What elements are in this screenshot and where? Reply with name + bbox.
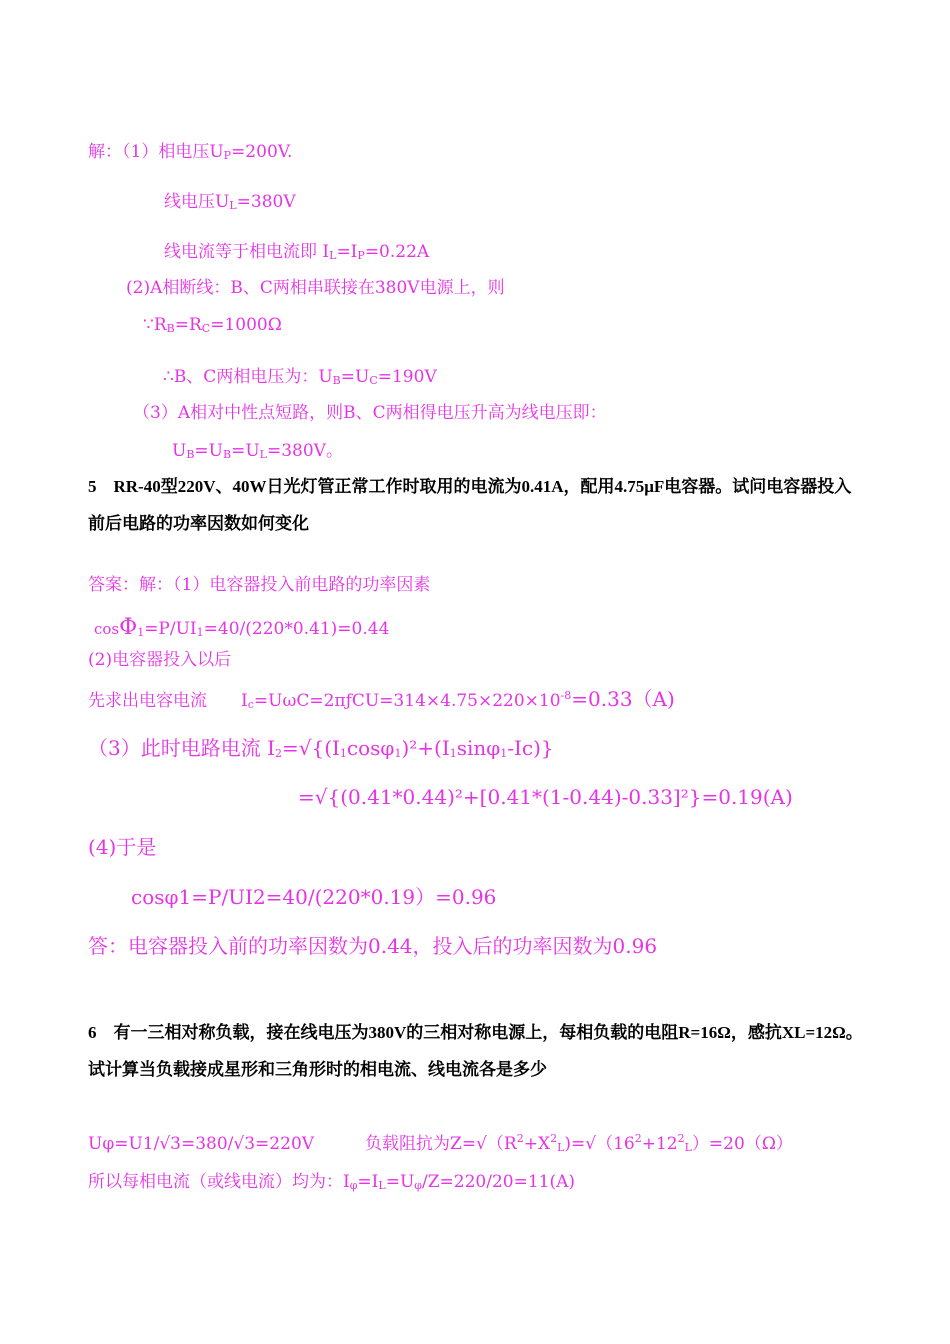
question-6: 6 有一三相对称负载，接在线电压为380V的三相对称电源上，每相负载的电阻R=16Ω，感抗XL=12Ω。试计算当负载接成星形和三角形时的相电流、线电流各是多少 — [88, 1023, 863, 1079]
answer5-capacitor-current: 先求出电容电流 $I_c=U\omega C=2\pi ƒCU=314\times 4.75\times 220\times 10^{-8}=0.33(A)$ — [88, 687, 675, 711]
answer5-cos-before: $\cos\Phi_1=P/UI_1=40/(220*0.41)=0.44$ — [94, 615, 390, 640]
answer6-impedance: Uφ=U1/√3=380/√3=220V 负载阻抗为$Z=√(R^2+X^2_L)=√(16^2+12^2_L)=20(\Omega)$ — [88, 1132, 793, 1154]
solution4-line-resistance: $\because R_B=R_C=1000\Omega$ — [143, 315, 282, 335]
answer5-after: (2)电容器投入以后 — [88, 650, 232, 670]
solution4-line-line-current: 线电流等于相电流即 $I_L=I_P=0.22A$ — [164, 242, 430, 262]
solution4-line-line-voltage: 线电压$U_L=380V$ — [164, 192, 296, 212]
solution4-line-bc-voltage: ∴B、C两相电压为：$U_B=U_C=190V$ — [163, 367, 437, 387]
solution4-line-open-phase: (2)A相断线：B、C两相串联接在380V电源上，则 — [126, 278, 505, 298]
answer5-cos-after: cosφ1=P/UI2=40/(220*0.19）=0.96 — [131, 885, 497, 909]
answer5-intro: 答案：解：（1）电容器投入前电路的功率因素 — [88, 575, 431, 595]
answer5-circuit-current-result: =√{(0.41*0.44)²+[0.41*(1-0.44)-0.33]²}=0.19(A) — [298, 785, 793, 809]
solution4-line-short-circuit: （3）A相对中性点短路，则B、C两相得电压升高为线电压即： — [133, 403, 607, 423]
answer5-therefore: (4)于是 — [88, 835, 157, 859]
question-5: 5 RR-40型220V、40W日光灯管正常工作时取用的电流为0.41A，配用4.75μF电容器。试问电容器投入前后电路的功率因数如何变化 — [88, 477, 852, 533]
solution4-line-phase-voltage: 解：（1）相电压$U_P=200V$. — [88, 142, 293, 162]
solution4-line-voltage-result: $U_B=U_B=U_L=380V$。 — [172, 441, 343, 461]
answer5-circuit-current: （3）此时电路电流 $I_2=√\{(I_1\cos\varphi_1)^2+(I_1\sin\varphi_1-Ic)\}$ — [88, 736, 554, 760]
answer6-phase-current: 所以每相电流（或线电流）均为：$I_\varphi=I_L=U_\varphi/Z=220/20=11(A)$ — [88, 1172, 575, 1192]
answer5-conclusion: 答：电容器投入前的功率因数为0.44，投入后的功率因数为0.96 — [88, 934, 658, 958]
